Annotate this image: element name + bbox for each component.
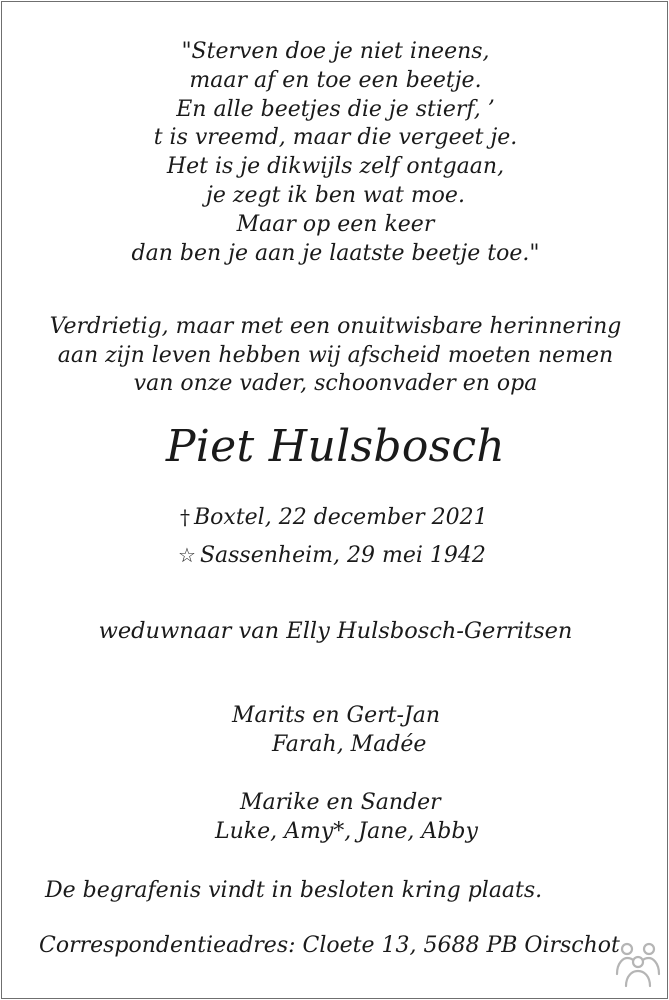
widower-text: weduwnaar van Elly Hulsbosch-Gerritsen	[98, 618, 573, 644]
death-info	[180, 502, 488, 533]
death-place-date: Boxtel, 22 december 2021	[194, 505, 488, 530]
family-couple: Marits en Gert-Jan	[232, 703, 440, 728]
people-group-icon	[611, 940, 665, 990]
funeral-notice: De begrafenis vindt in besloten kring plaats.	[45, 878, 543, 903]
correspondence-address: Correspondentieadres: Cloete 13, 5688 PB Oirschot	[39, 933, 620, 958]
poem-line: dan ben je aan je laatste beetje toe."	[131, 240, 540, 266]
cross-icon: †	[180, 505, 190, 529]
poem	[2, 38, 669, 268]
birth-info	[178, 540, 486, 571]
obituary-card	[1, 1, 668, 999]
star-icon: ☆	[178, 543, 196, 567]
deceased-name: Piet Hulsbosch	[165, 421, 506, 472]
birth-place-date: Sassenheim, 29 mei 1942	[199, 543, 486, 568]
intro-line: van onze vader, schoonvader en opa	[133, 371, 538, 396]
poem-line: t is vreemd, maar die vergeet je.	[153, 125, 518, 151]
family-children: Farah, Madée	[272, 732, 427, 757]
poem-line: maar af en toe een beetje.	[189, 67, 482, 93]
intro-line: Verdrietig, maar met een onuitwisbare herinnering	[49, 314, 622, 339]
intro-line: aan zijn leven hebben wij afscheid moeten nemen	[57, 342, 614, 368]
poem-line: je zegt ik ben wat moe.	[206, 182, 465, 208]
poem-line: Het is je dikwijls zelf ontgaan,	[166, 154, 505, 180]
family-children: Luke, Amy*, Jane, Abby	[215, 819, 478, 844]
poem-line: En alle beetjes die je stierf, ’	[176, 96, 495, 122]
poem-line: "Sterven doe je niet ineens,	[181, 39, 490, 64]
intro-text	[2, 313, 669, 399]
poem-line: Maar op een keer	[236, 211, 435, 237]
family-couple: Marike en Sander	[240, 790, 441, 815]
